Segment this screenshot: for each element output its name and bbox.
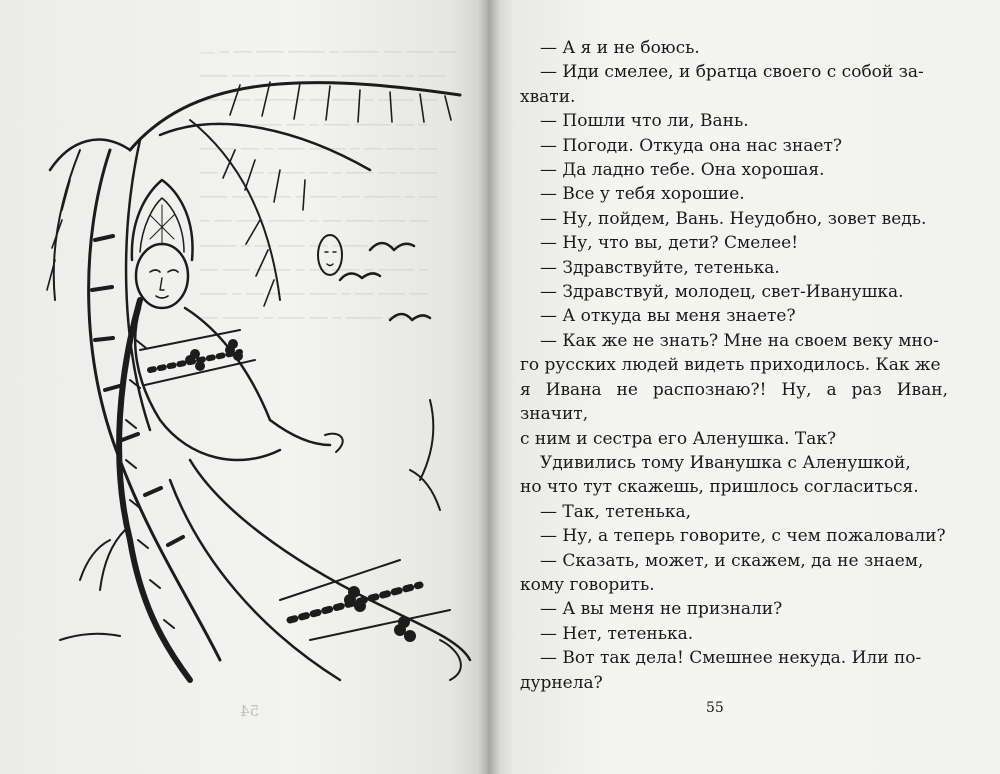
text-line: — Погоди. Откуда она нас знает? [540,135,842,156]
text-line: го русских людей видеть приходилось. Как же [520,355,941,376]
text-line: — Здравствуй, молодец, свет-Иванушка. [540,282,904,303]
text-line: — Иди смелее, и братца своего с собой за- [540,62,924,83]
text-line: — Нет, тетенька. [540,623,694,644]
text-line: — Ну, а теперь говорите, с чем пожаловали? [540,526,946,547]
page-text [520,36,948,695]
text-line: я Ивана не распознаю?! Ну, а раз Иван, значит, [520,379,948,425]
left-page-number: 54 [240,702,260,720]
text-line: с ним и сестра его Аленушка. Так? [520,428,837,449]
text-line: дурнела? [520,672,603,693]
book-gutter [478,0,500,774]
text-line: Удивились тому Иванушка с Аленушкой, [540,452,911,473]
text-line: — А вы меня не признали? [540,599,783,620]
text-line: — Вот так дела! Смешнее некуда. Или по- [540,648,922,669]
text-line: — Так, тетенька, [540,501,691,522]
text-line: — А я и не боюсь. [540,38,700,58]
text-line: но что тут скажешь, пришлось согласиться. [520,477,919,498]
text-line: — А откуда вы меня знаете? [540,306,796,327]
page-number: 55 [706,700,724,716]
text-line: — Ну, пойдем, Вань. Неудобно, зовет ведь. [540,208,927,229]
bleed-through-text: — ─ ── ─── ──── ─ ──── ── ─── ── ─── ── ──── ─ ─── ──── ── ─ ─── ── ─── ─ ──── ── ─── ─ ──── ── ─ ──── ─── ── ─ ─── ──── ── ─ ──── ── ─ ─── ──── ─ ── ─── ── ── ─ ─── ──── ── ─ ─── ── ──── ─── ──── ── ─ ─── ── ──── ─ ── ─ ── ─── ──── ─ ── ─── ─── ── ──── ─ ── ─── ── ──── ─ ─── ── ─── ──── ─ ── ─── ─ ──── ─ ─── ─ ── ──── ─── ─ ── ─── ── ── ──── ─ ─── ── ─ ──── ── ── [200,43,457,328]
text-line: — Пошли что ли, Вань. [540,111,749,132]
text-line: — Как же не знать? Мне на своем веку мно- [540,330,939,351]
text-line: — Сказать, может, и скажем, да не знаем, [540,550,924,571]
left-page [0,0,488,774]
text-line: хвати. [520,86,576,107]
text-line: кому говорить. [520,574,655,595]
folk-girl-on-birch-illustration [40,40,480,720]
text-line: — Ну, что вы, дети? Смелее! [540,233,799,254]
text-line: — Все у тебя хорошие. [540,184,745,205]
text-line: — Да ладно тебе. Она хорошая. [540,160,825,181]
text-line: — Здравствуйте, тетенька. [540,257,780,278]
